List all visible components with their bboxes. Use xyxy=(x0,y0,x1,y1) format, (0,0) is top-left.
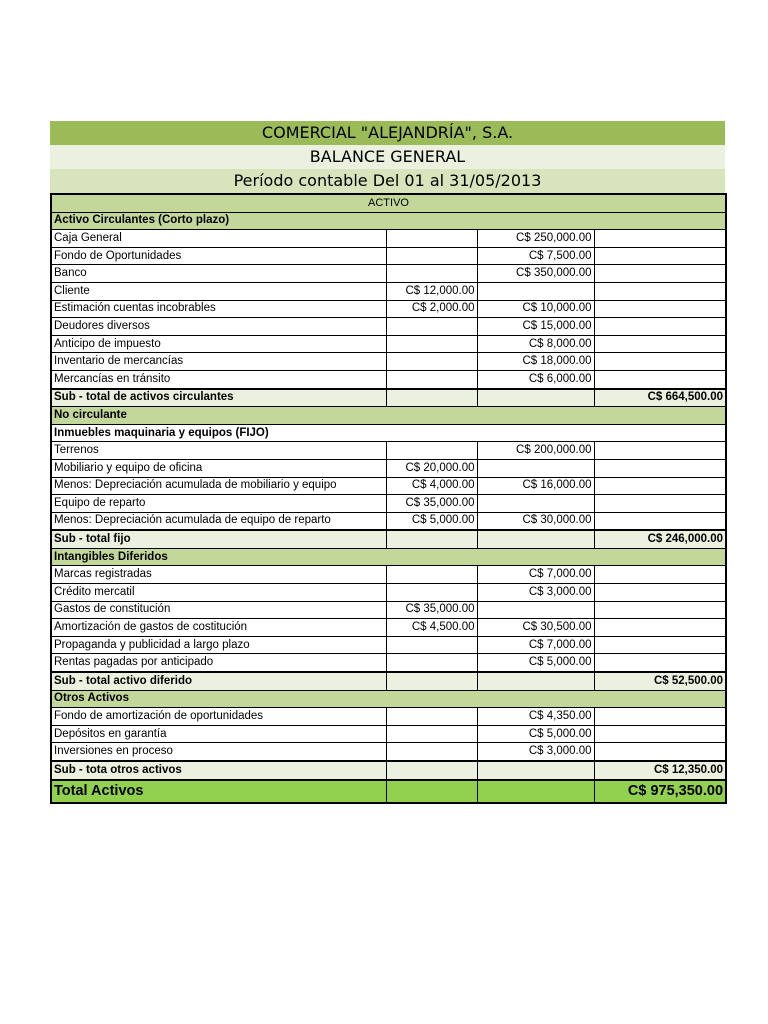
detail-amount: C$ 200,000.00 xyxy=(477,442,594,460)
detail-amount: C$ 18,000.00 xyxy=(477,353,594,371)
account-name: Fondo de amortización de oportunidades xyxy=(51,708,386,726)
category-label: Intangibles Diferidos xyxy=(51,548,726,566)
detail-amount: C$ 3,000.00 xyxy=(477,743,594,761)
total-row xyxy=(51,780,726,803)
account-name: Crédito mercatil xyxy=(51,584,386,602)
total-amount xyxy=(594,477,726,495)
detail-amount: C$ 7,000.00 xyxy=(477,566,594,584)
partial-amount xyxy=(386,654,477,672)
category-header-row xyxy=(51,690,726,708)
partial-amount xyxy=(386,265,477,283)
partial-amount xyxy=(386,761,477,780)
partial-amount xyxy=(386,389,477,407)
detail-amount xyxy=(477,459,594,477)
partial-amount xyxy=(386,566,477,584)
account-name: Deudores diversos xyxy=(51,318,386,336)
detail-amount: C$ 7,500.00 xyxy=(477,247,594,265)
total-amount xyxy=(594,512,726,530)
account-name: Sub - tota otros activos xyxy=(51,761,386,780)
detail-amount: C$ 5,000.00 xyxy=(477,725,594,743)
detail-amount: C$ 6,000.00 xyxy=(477,370,594,388)
total-amount xyxy=(594,282,726,300)
account-row xyxy=(51,566,726,584)
total-amount xyxy=(594,708,726,726)
total-amount xyxy=(594,300,726,318)
partial-amount xyxy=(386,370,477,388)
total-amount xyxy=(594,230,726,248)
detail-amount xyxy=(477,780,594,803)
account-name: Sub - total activo diferido xyxy=(51,672,386,690)
period-title: Período contable Del 01 al 31/05/2013 xyxy=(50,169,725,193)
subtotal-row xyxy=(51,389,726,407)
total-amount xyxy=(594,654,726,672)
account-name: Gastos de constitución xyxy=(51,601,386,619)
account-name: Marcas registradas xyxy=(51,566,386,584)
detail-amount: C$ 5,000.00 xyxy=(477,654,594,672)
category-header-row xyxy=(51,212,726,230)
partial-amount xyxy=(386,247,477,265)
account-name: Rentas pagadas por anticipado xyxy=(51,654,386,672)
account-name: Equipo de reparto xyxy=(51,495,386,513)
account-name: Mobiliario y equipo de oficina xyxy=(51,459,386,477)
partial-amount: C$ 4,500.00 xyxy=(386,619,477,637)
partial-amount xyxy=(386,530,477,548)
total-amount: C$ 246,000.00 xyxy=(594,530,726,548)
report-title: BALANCE GENERAL xyxy=(50,145,725,169)
company-title: COMERCIAL "ALEJANDRÍA", S.A. xyxy=(50,121,725,145)
account-name: Fondo de Oportunidades xyxy=(51,247,386,265)
account-row xyxy=(51,353,726,371)
partial-amount: C$ 20,000.00 xyxy=(386,459,477,477)
partial-amount: C$ 2,000.00 xyxy=(386,300,477,318)
total-amount xyxy=(594,619,726,637)
category-header-row xyxy=(51,407,726,425)
account-name: Banco xyxy=(51,265,386,283)
subtotal-row xyxy=(51,530,726,548)
subtotal-row xyxy=(51,672,726,690)
account-row xyxy=(51,282,726,300)
account-row xyxy=(51,247,726,265)
partial-amount: C$ 4,000.00 xyxy=(386,477,477,495)
partial-amount: C$ 12,000.00 xyxy=(386,282,477,300)
detail-amount: C$ 350,000.00 xyxy=(477,265,594,283)
account-row xyxy=(51,743,726,761)
partial-amount: C$ 5,000.00 xyxy=(386,512,477,530)
detail-amount xyxy=(477,761,594,780)
account-name: Sub - total de activos circulantes xyxy=(51,389,386,407)
partial-amount xyxy=(386,672,477,690)
detail-amount: C$ 16,000.00 xyxy=(477,477,594,495)
total-amount xyxy=(594,636,726,654)
partial-amount xyxy=(386,335,477,353)
detail-amount: C$ 10,000.00 xyxy=(477,300,594,318)
account-name: Inventario de mercancías xyxy=(51,353,386,371)
account-row xyxy=(51,477,726,495)
total-amount: C$ 12,350.00 xyxy=(594,761,726,780)
total-amount xyxy=(594,370,726,388)
balance-sheet xyxy=(50,121,725,804)
total-amount: C$ 664,500.00 xyxy=(594,389,726,407)
partial-amount xyxy=(386,353,477,371)
account-row xyxy=(51,442,726,460)
account-name: Inversiones en proceso xyxy=(51,743,386,761)
total-amount xyxy=(594,442,726,460)
detail-amount: C$ 30,500.00 xyxy=(477,619,594,637)
partial-amount xyxy=(386,636,477,654)
account-name: Cliente xyxy=(51,282,386,300)
account-row xyxy=(51,318,726,336)
category-label: Activo Circulantes (Corto plazo) xyxy=(51,212,726,230)
account-row xyxy=(51,459,726,477)
account-name: Depósitos en garantía xyxy=(51,725,386,743)
account-row xyxy=(51,512,726,530)
account-row xyxy=(51,619,726,637)
subtotal-row xyxy=(51,761,726,780)
account-row xyxy=(51,495,726,513)
detail-amount: C$ 250,000.00 xyxy=(477,230,594,248)
detail-amount xyxy=(477,530,594,548)
category-label: Otros Activos xyxy=(51,690,726,708)
partial-amount xyxy=(386,780,477,803)
account-row xyxy=(51,654,726,672)
account-name: Estimación cuentas incobrables xyxy=(51,300,386,318)
category-label: No circulante xyxy=(51,407,726,425)
detail-amount: C$ 7,000.00 xyxy=(477,636,594,654)
account-name: Sub - total fijo xyxy=(51,530,386,548)
account-row xyxy=(51,601,726,619)
account-row xyxy=(51,230,726,248)
section-title: ACTIVO xyxy=(51,194,726,212)
account-row xyxy=(51,370,726,388)
account-name: Anticipo de impuesto xyxy=(51,335,386,353)
detail-amount: C$ 30,000.00 xyxy=(477,512,594,530)
account-name: Amortización de gastos de costitución xyxy=(51,619,386,637)
total-amount xyxy=(594,725,726,743)
detail-amount xyxy=(477,601,594,619)
total-amount xyxy=(594,318,726,336)
detail-amount: C$ 8,000.00 xyxy=(477,335,594,353)
detail-amount xyxy=(477,672,594,690)
partial-amount xyxy=(386,725,477,743)
account-row xyxy=(51,636,726,654)
partial-amount xyxy=(386,743,477,761)
total-amount xyxy=(594,584,726,602)
subcategory-label: Inmuebles maquinaria y equipos (FIJO) xyxy=(51,424,726,442)
detail-amount xyxy=(477,389,594,407)
total-amount xyxy=(594,601,726,619)
account-row xyxy=(51,725,726,743)
total-amount xyxy=(594,743,726,761)
partial-amount xyxy=(386,318,477,336)
partial-amount: C$ 35,000.00 xyxy=(386,601,477,619)
account-name: Terrenos xyxy=(51,442,386,460)
partial-amount xyxy=(386,584,477,602)
detail-amount: C$ 15,000.00 xyxy=(477,318,594,336)
account-name: Menos: Depreciación acumulada de equipo de reparto xyxy=(51,512,386,530)
total-amount: C$ 52,500.00 xyxy=(594,672,726,690)
detail-amount xyxy=(477,495,594,513)
total-amount xyxy=(594,265,726,283)
account-row xyxy=(51,265,726,283)
total-amount xyxy=(594,459,726,477)
account-name: Caja General xyxy=(51,230,386,248)
account-row xyxy=(51,335,726,353)
account-row xyxy=(51,300,726,318)
detail-amount: C$ 3,000.00 xyxy=(477,584,594,602)
detail-amount xyxy=(477,282,594,300)
account-row xyxy=(51,584,726,602)
partial-amount: C$ 35,000.00 xyxy=(386,495,477,513)
account-name: Total Activos xyxy=(51,780,386,803)
section-header-row xyxy=(51,194,726,212)
total-amount: C$ 975,350.00 xyxy=(594,780,726,803)
partial-amount xyxy=(386,230,477,248)
account-name: Menos: Depreciación acumulada de mobiliario y equipo xyxy=(51,477,386,495)
total-amount xyxy=(594,247,726,265)
detail-amount: C$ 4,350.00 xyxy=(477,708,594,726)
subcategory-header-row xyxy=(51,424,726,442)
account-name: Mercancías en tránsito xyxy=(51,370,386,388)
total-amount xyxy=(594,495,726,513)
account-row xyxy=(51,708,726,726)
partial-amount xyxy=(386,708,477,726)
partial-amount xyxy=(386,442,477,460)
account-name: Propaganda y publicidad a largo plazo xyxy=(51,636,386,654)
total-amount xyxy=(594,353,726,371)
balance-table xyxy=(50,193,727,804)
category-header-row xyxy=(51,548,726,566)
total-amount xyxy=(594,335,726,353)
total-amount xyxy=(594,566,726,584)
